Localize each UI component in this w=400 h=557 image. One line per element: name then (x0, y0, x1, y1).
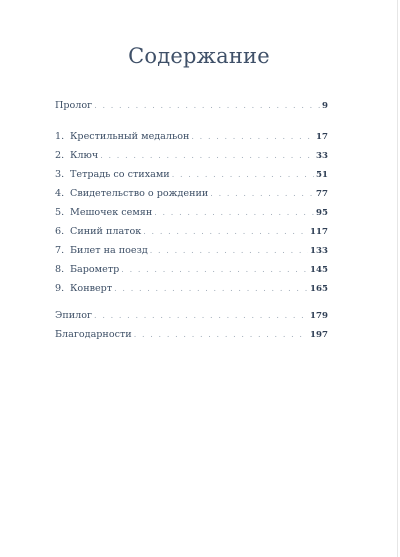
dot-leader (134, 325, 308, 344)
toc-entry-prologue[interactable] (55, 96, 328, 115)
toc-entry-chapter-8[interactable] (55, 260, 328, 279)
dot-leader (94, 306, 308, 325)
toc-entry-label: Барометр (70, 264, 120, 275)
dot-leader (150, 241, 308, 260)
chapter-number: 1. (55, 131, 65, 142)
toc-entry-page: 77 (316, 189, 328, 199)
toc-entry-page: 117 (310, 227, 328, 237)
dot-leader (210, 184, 314, 203)
dot-leader (172, 165, 314, 184)
toc-entry-label: Тетрадь со стихами (70, 169, 170, 180)
chapter-number: 5. (55, 207, 65, 218)
toc-entry-label: Синий платок (70, 226, 142, 237)
toc-entry-label: Благодарности (55, 329, 132, 340)
toc-entry-label: Билет на поезд (70, 245, 148, 256)
dot-leader (143, 222, 308, 241)
toc-entry-label: Эпилог (55, 310, 93, 321)
toc-entry-chapter-6[interactable] (55, 222, 328, 241)
toc-entry-page: 33 (316, 151, 328, 161)
chapter-number: 7. (55, 245, 65, 256)
dot-leader (121, 260, 308, 279)
toc-entry-acknowledgements[interactable] (55, 325, 328, 344)
chapter-number: 4. (55, 188, 65, 199)
toc-entry-page: 51 (316, 170, 328, 180)
chapter-number: 9. (55, 283, 65, 294)
chapter-number: 6. (55, 226, 65, 237)
table-of-contents (55, 96, 328, 344)
toc-entry-page: 165 (310, 284, 328, 294)
toc-entry-chapter-4[interactable] (55, 184, 328, 203)
dot-leader (154, 203, 314, 222)
toc-entry-chapter-9[interactable] (55, 279, 328, 298)
toc-entry-page: 9 (322, 101, 328, 111)
toc-entry-page: 17 (316, 132, 328, 142)
dot-leader (191, 127, 314, 146)
chapter-number: 3. (55, 169, 65, 180)
toc-entry-chapter-3[interactable] (55, 165, 328, 184)
spacer (55, 298, 328, 306)
toc-entry-page: 145 (310, 265, 328, 275)
toc-entry-label: Конверт (70, 283, 113, 294)
spacer (55, 115, 328, 127)
toc-entry-label: Пролог (55, 100, 93, 111)
toc-entry-page: 133 (310, 246, 328, 256)
toc-entry-label: Крестильный медальон (70, 131, 190, 142)
toc-entry-chapter-5[interactable] (55, 203, 328, 222)
toc-entry-label: Свидетельство о рождении (70, 188, 209, 199)
toc-entry-page: 95 (316, 208, 328, 218)
dot-leader (94, 96, 320, 115)
dot-leader (100, 146, 314, 165)
page-title: Содержание (128, 44, 270, 68)
toc-entry-page: 197 (310, 330, 328, 340)
toc-entry-epilogue[interactable] (55, 306, 328, 325)
chapter-number: 2. (55, 150, 65, 161)
toc-entry-chapter-7[interactable] (55, 241, 328, 260)
toc-entry-label: Ключ (70, 150, 99, 161)
toc-entry-label: Мешочек семян (70, 207, 153, 218)
chapter-number: 8. (55, 264, 65, 275)
dot-leader (114, 279, 308, 298)
toc-entry-page: 179 (310, 311, 328, 321)
toc-entry-chapter-2[interactable] (55, 146, 328, 165)
toc-entry-chapter-1[interactable] (55, 127, 328, 146)
